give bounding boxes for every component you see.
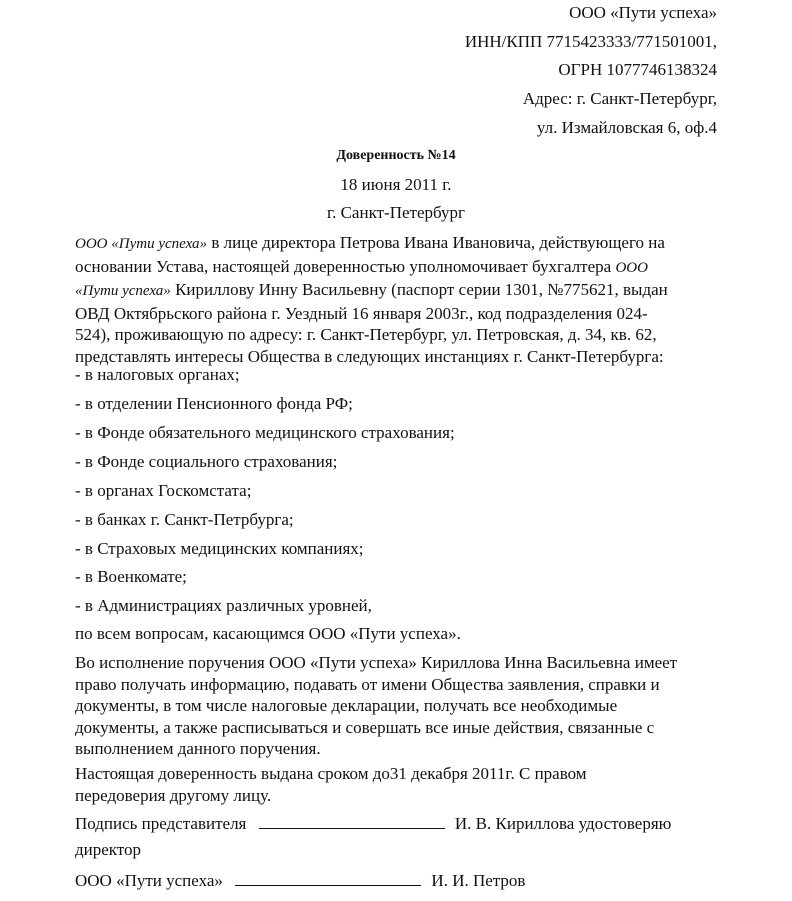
instance-item: - в отделении Пенсионного фонда РФ; bbox=[75, 394, 353, 413]
powers-line: право получать информацию, подавать от имени Общества заявления, справки и bbox=[75, 674, 660, 694]
header-inn-kpp: ИНН/КПП 7715423333/771501001, bbox=[464, 32, 717, 51]
intro-line-2-company: ООО bbox=[615, 259, 648, 276]
intro-line-1 bbox=[75, 232, 725, 256]
intro-company-italic: ООО «Пути успеха» bbox=[75, 236, 208, 252]
intro-line-4: ОВД Октябрьского района г. Уездный 16 января 2003г., код подразделения 024- bbox=[75, 303, 648, 323]
document-date: 18 июня 2011 г. bbox=[340, 175, 452, 194]
validity-paragraph bbox=[75, 763, 725, 806]
validity-line: передоверия другому лицу. bbox=[75, 785, 272, 805]
instance-item: - в Фонде социального страхования; bbox=[75, 452, 338, 471]
intro-line-1-text: в лице директора Петрова Ивана Ивановича, действующего на bbox=[207, 233, 665, 252]
intro-line-5: 524), проживающую по адресу: г. Санкт-Петербург, ул. Петровская, д. 34, кв. 62, bbox=[75, 325, 657, 344]
document-title: Доверенность №14 bbox=[336, 148, 456, 163]
header-company: ООО «Пути успеха» bbox=[569, 3, 717, 22]
intro-line-6: представлять интересы Общества в следующих инстанциях г. Санкт-Петербурга: bbox=[75, 346, 664, 366]
intro-paragraph bbox=[75, 232, 725, 367]
header-address-line2: ул. Измайловская 6, оф.4 bbox=[536, 118, 717, 137]
company-signature-label: ООО «Пути успеха» bbox=[75, 871, 223, 890]
rep-signature-line bbox=[259, 812, 445, 829]
director-signature-row bbox=[75, 869, 525, 891]
director-label: директор bbox=[75, 840, 142, 859]
header-address-line1: Адрес: г. Санкт-Петербург, bbox=[522, 89, 717, 108]
document-city: г. Санкт-Петербург bbox=[327, 203, 465, 222]
powers-line: документы, а также расписываться и совершать все иные действия, связанные с bbox=[75, 717, 655, 737]
scope-line: по всем вопросам, касающимся ООО «Пути успеха». bbox=[75, 624, 461, 643]
instance-item: - в Военкомате; bbox=[75, 567, 187, 586]
powers-line: выполнением данного поручения. bbox=[75, 739, 321, 758]
intro-line-3-text: Кириллову Инну Васильевну (паспорт серии 1301, №775621, выдан bbox=[170, 280, 668, 299]
powers-paragraph bbox=[75, 652, 725, 760]
intro-line-2 bbox=[75, 256, 725, 280]
instance-item: - в Страховых медицинских компаниях; bbox=[75, 539, 364, 558]
intro-line-3-company: «Пути успеха» bbox=[75, 283, 171, 299]
powers-line: Во исполнение поручения ООО «Пути успеха» Кириллова Инна Васильевна имеет bbox=[75, 653, 678, 672]
rep-signature-name: И. В. Кириллова удостоверяю bbox=[454, 814, 672, 833]
intro-line-3 bbox=[75, 279, 725, 303]
instance-item: - в банках г. Санкт-Петрбурга; bbox=[75, 510, 294, 529]
representative-signature-row bbox=[75, 812, 671, 834]
rep-signature-label: Подпись представителя bbox=[75, 814, 247, 833]
powers-line: документы, в том числе налоговые декларации, получать все необходимые bbox=[75, 696, 618, 715]
header-ogrn: ОГРН 1077746138324 bbox=[558, 60, 717, 79]
director-signature-name: И. И. Петров bbox=[431, 871, 526, 890]
intro-line-2-text: основании Устава, настоящей доверенностью уполномочивает бухгалтера bbox=[75, 256, 616, 276]
instance-item: - в органах Госкомстата; bbox=[75, 481, 252, 500]
instance-item: - в налоговых органах; bbox=[75, 365, 240, 384]
instance-item: - в Фонде обязательного медицинского страхования; bbox=[75, 423, 455, 442]
instance-item: - в Администрациях различных уровней, bbox=[75, 596, 372, 615]
director-signature-line bbox=[235, 869, 421, 886]
validity-line: Настоящая доверенность выдана сроком до31 декабря 2011г. С правом bbox=[75, 764, 587, 783]
